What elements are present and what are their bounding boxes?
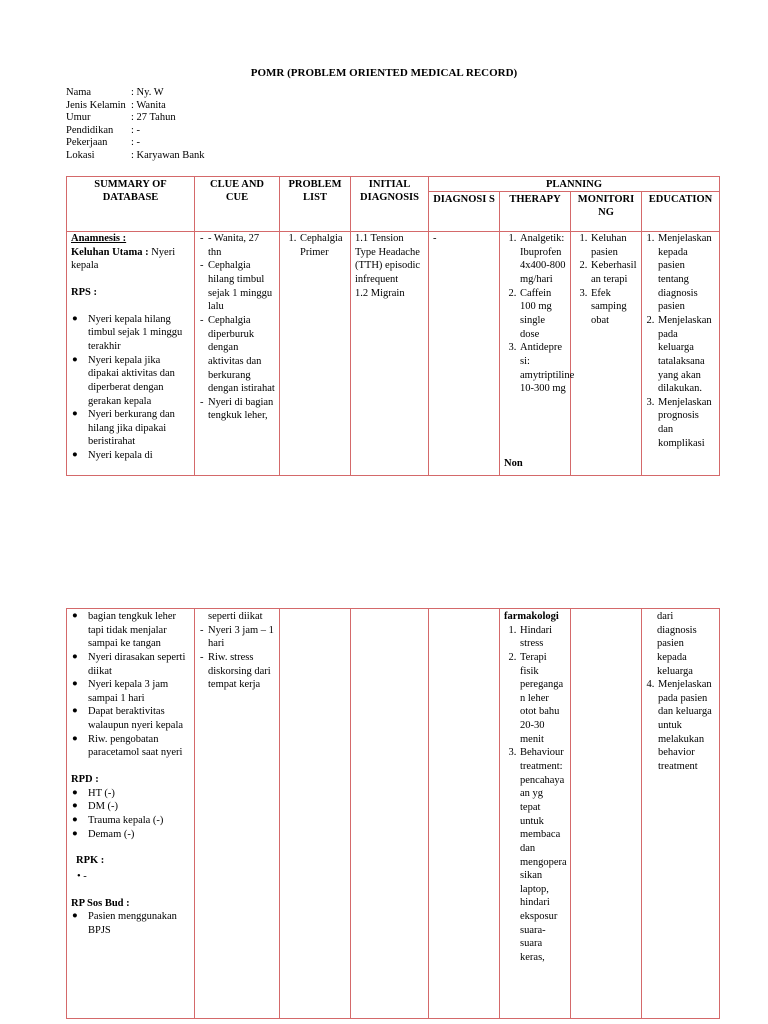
list-item: 3. Efek samping obat xyxy=(590,287,637,328)
list-item: ● Nyeri kepala jika dipakai aktivitas dan diperberat dengan gerakan kepala xyxy=(88,354,190,409)
summary-cell xyxy=(67,609,195,1019)
diagnosis-cell: - xyxy=(429,232,500,476)
diagnosis-cell xyxy=(429,609,500,1019)
education-list xyxy=(646,232,715,450)
info-value: : 27 Tahun xyxy=(131,112,176,123)
list-item: 2. Caffein 100 mg single dose xyxy=(519,287,566,342)
list-item: ● Nyeri dirasakan seperti diikat xyxy=(88,651,190,678)
header-diagnosis: DIAGNOSI S xyxy=(429,192,500,232)
farmakologi-heading: farmakologi xyxy=(504,611,559,622)
document-title: POMR (PROBLEM ORIENTED MEDICAL RECORD) xyxy=(250,67,518,79)
list-item: 3. Behaviour treatment: pencahaya an yg tepat untuk membaca dan mengopera sikan laptop, hindari eksposur suara-suara keras, xyxy=(519,746,566,964)
list-item: ● Nyeri kepala di xyxy=(88,449,190,463)
rp-sos-bud-list xyxy=(71,910,190,937)
info-label: Umur xyxy=(66,112,91,123)
problem-cell xyxy=(280,232,351,476)
problem-list xyxy=(284,232,346,259)
clue-list xyxy=(199,624,275,692)
info-row-umur xyxy=(66,112,204,125)
list-item-continued xyxy=(88,610,190,651)
list-item: - Cephalgia diperburuk dengan aktivitas dan berkurang dengan istirahat xyxy=(208,314,275,396)
education-cell xyxy=(642,232,720,476)
list-item: 1. Keluhan pasien xyxy=(590,232,637,259)
header-problem: PROBLEM LIST xyxy=(280,177,351,232)
rp-sos-bud-heading: RP Sos Bud : xyxy=(71,897,130,909)
list-item: ● Demam (-) xyxy=(88,828,190,842)
initial-diagnosis-cell xyxy=(351,232,429,476)
info-value: : - xyxy=(131,137,141,148)
rpd-heading: RPD : xyxy=(71,774,99,786)
education-continued: dari diagnosis pasien kepada keluarga xyxy=(657,611,697,677)
education-list xyxy=(646,678,715,773)
pomr-table-page-1 xyxy=(66,176,720,476)
list-item: - Riw. stress diskorsing dari tempat kerja xyxy=(208,651,275,692)
header-clue: CLUE AND CUE xyxy=(195,177,280,232)
info-row-pekerjaan xyxy=(66,137,204,150)
header-therapy: THERAPY xyxy=(500,192,571,232)
initial-diagnosis-1: 1.1 Tension Type Headache (TTH) episodic infrequent xyxy=(355,233,421,286)
list-item: ● HT (-) xyxy=(88,787,190,801)
education-cell xyxy=(642,609,720,1019)
info-row-lokasi xyxy=(66,150,204,163)
initial-diagnosis-cell xyxy=(351,609,429,1019)
keluhan-value: Nyeri kepala xyxy=(71,246,176,272)
info-value: : Ny. W xyxy=(131,87,164,98)
list-item: ● Nyeri kepala 3 jam sampai 1 hari xyxy=(88,678,190,705)
clue-cell xyxy=(195,609,280,1019)
info-label: Nama xyxy=(66,87,92,98)
list-item: - Nyeri di bagian tengkuk leher, xyxy=(208,396,275,423)
therapy-non-label: Non xyxy=(504,458,523,470)
header-education: EDUCATION xyxy=(642,192,720,232)
rps-heading: RPS : xyxy=(71,287,97,299)
list-item: 2. Keberhasil an terapi xyxy=(590,259,637,286)
info-value: : Karyawan Bank xyxy=(131,149,205,161)
clue-continued: seperti diikat xyxy=(208,611,263,622)
summary-cell xyxy=(67,232,195,476)
info-label: Jenis Kelamin xyxy=(66,99,126,111)
monitoring-list xyxy=(575,232,637,327)
rpd-list xyxy=(71,787,190,842)
monitoring-cell xyxy=(571,232,642,476)
rps-list xyxy=(71,313,190,463)
clue-list xyxy=(199,232,275,423)
list-item: ● Trauma kepala (-) xyxy=(88,814,190,828)
therapy-cell xyxy=(500,609,571,1019)
info-row-nama xyxy=(66,87,204,100)
rpk-heading: RPK : xyxy=(76,855,105,867)
therapy-cell xyxy=(500,232,575,476)
info-row-jenis-kelamin xyxy=(66,100,204,113)
clue-cell xyxy=(195,232,280,476)
therapy-list xyxy=(504,232,575,396)
info-label: Lokasi xyxy=(66,149,95,161)
pomr-table-page-2 xyxy=(66,608,720,1019)
non-farmakologi-list xyxy=(504,624,566,965)
list-item: 2. Menjelaskan pada keluarga tatalaksana yang akan dilakukan. xyxy=(657,314,715,396)
list-item: ● Pasien menggunakan BPJS xyxy=(88,910,190,937)
header-initial: INITIAL DIAGNOSIS xyxy=(351,177,429,232)
info-label: Pendidikan xyxy=(66,124,114,136)
list-item: - Cephalgia hilang timbul sejak 1 minggu lalu xyxy=(208,259,275,314)
list-item: 1. Menjelaskan kepada pasien tentang diagnosis pasien xyxy=(657,232,715,314)
anamnesis-heading: Anamnesis : xyxy=(71,233,127,245)
list-item: 1. Hindari stress xyxy=(519,624,566,651)
info-value: : - xyxy=(131,124,141,136)
list-item: 1. Cephalgia Primer xyxy=(299,232,346,259)
monitoring-cell xyxy=(571,609,642,1019)
list-item: 3. Menjelaskan prognosis dan komplikasi xyxy=(657,396,715,451)
info-row-pendidikan xyxy=(66,125,204,138)
keluhan-label: Keluhan Utama : xyxy=(71,246,149,258)
patient-info xyxy=(66,87,204,162)
list-item: - Nyeri 3 jam – 1 hari xyxy=(208,624,275,651)
list-item: 2. Terapi fisik pereganga n leher otot bahu 20-30 menit xyxy=(519,651,566,746)
list-item: 3. Antidepre si: amytriptiline 10-300 mg xyxy=(519,341,566,396)
header-monitoring: MONITORI NG xyxy=(571,192,642,232)
list-item: ● Nyeri berkurang dan hilang jika dipakai beristirahat xyxy=(88,408,190,449)
header-planning: PLANNING xyxy=(429,177,720,192)
info-label: Pekerjaan xyxy=(66,137,108,148)
list-item: 1. Analgetik: Ibuprofen 4x400-800 mg/hari xyxy=(519,232,566,287)
rps-continued-text: bagian tengkuk leher tapi tidak menjalar sampai ke tangan xyxy=(88,611,177,650)
rpk-item: • - xyxy=(77,870,87,882)
list-item: ● DM (-) xyxy=(88,800,190,814)
initial-diagnosis-2: 1.2 Migrain xyxy=(355,287,405,299)
info-value: : Wanita xyxy=(131,99,166,111)
problem-cell xyxy=(280,609,351,1019)
list-item: - - Wanita, 27 thn xyxy=(208,232,275,259)
header-summary: SUMMARY OF DATABASE xyxy=(67,177,195,232)
list-item: ● Nyeri kepala hilang timbul sejak 1 minggu terakhir xyxy=(88,313,190,354)
list-item: ● Riw. pengobatan paracetamol saat nyeri xyxy=(88,733,190,760)
rps-list-continued xyxy=(71,610,190,760)
keluhan-utama xyxy=(71,246,190,273)
list-item: 4. Menjelaskan pada pasien dan keluarga untuk melakukan behavior treatment xyxy=(657,678,715,773)
list-item: ● Dapat beraktivitas walaupun nyeri kepala xyxy=(88,705,190,732)
